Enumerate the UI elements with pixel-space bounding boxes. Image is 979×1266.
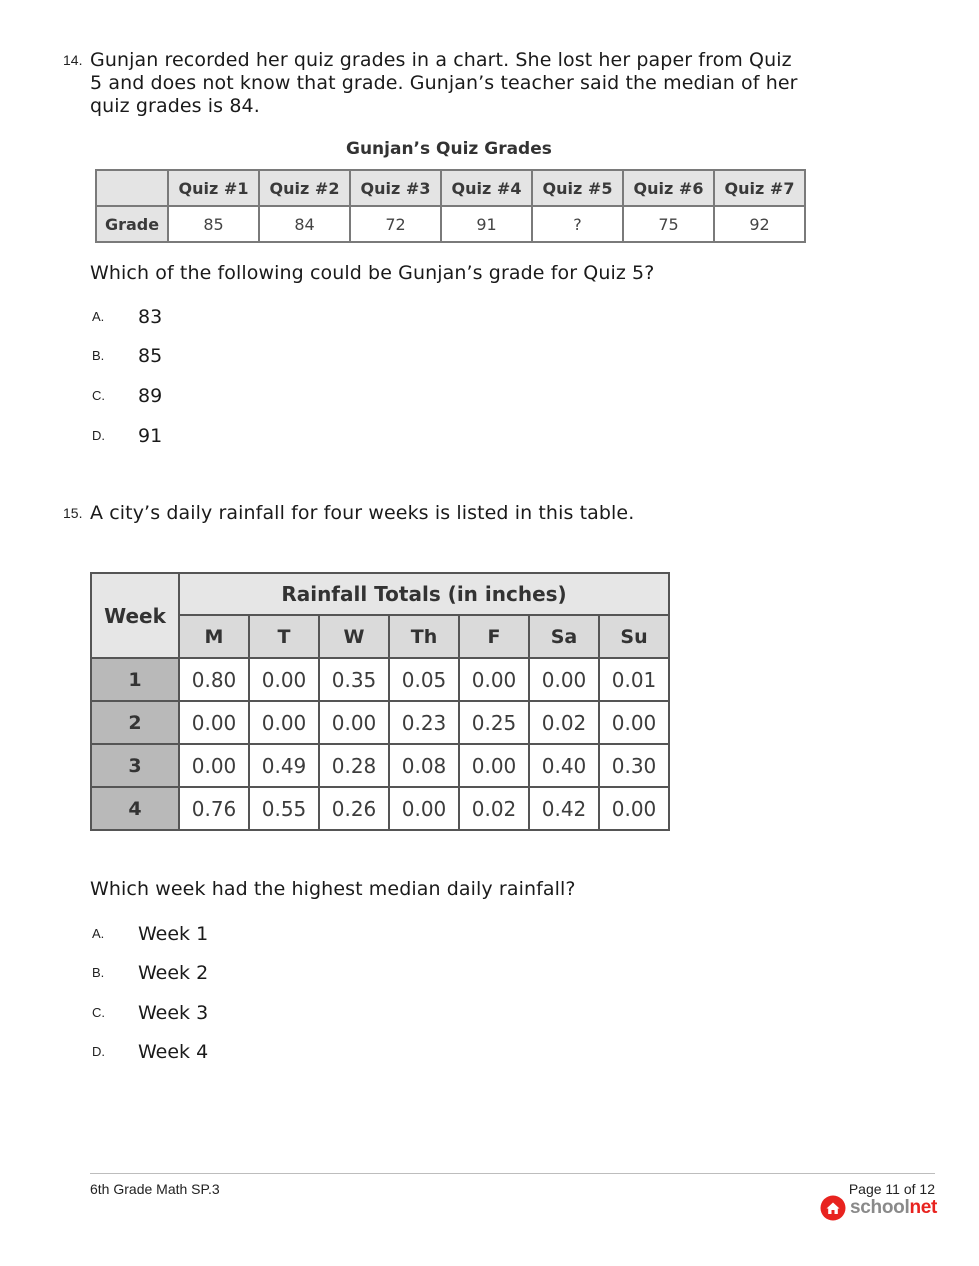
quiz-header-row — [96, 170, 805, 206]
rain-value-cell: 0.05 — [389, 658, 459, 701]
q15-choice-a[interactable]: Week 1 — [138, 923, 209, 945]
quiz-grade-cell: ? — [532, 206, 623, 242]
rain-day-header: F — [459, 615, 529, 658]
quiz-header-cell: Quiz #4 — [441, 170, 532, 206]
q15-choice-b[interactable]: Week 2 — [138, 962, 209, 984]
rain-value-cell: 0.30 — [599, 744, 669, 787]
quiz-header-cell: Quiz #5 — [532, 170, 623, 206]
rain-value-cell: 0.35 — [319, 658, 389, 701]
rain-value-cell: 0.00 — [179, 744, 249, 787]
rain-week-row — [91, 701, 669, 744]
rain-week-row — [91, 658, 669, 701]
footer-course-title: 6th Grade Math SP.3 — [90, 1181, 220, 1197]
rainfall-table — [90, 572, 670, 831]
question-14-prompt: Which of the following could be Gunjan’s grade for Quiz 5? — [90, 262, 655, 284]
q14-choice-b[interactable]: 85 — [138, 345, 163, 367]
q14-choice-c[interactable]: 89 — [138, 385, 163, 407]
rain-value-cell: 0.80 — [179, 658, 249, 701]
rain-value-cell: 0.01 — [599, 658, 669, 701]
quiz-grade-cell: 91 — [441, 206, 532, 242]
rain-day-header: W — [319, 615, 389, 658]
rain-day-header: M — [179, 615, 249, 658]
q14-choice-b-letter: B. — [92, 348, 105, 363]
rain-day-header: Su — [599, 615, 669, 658]
rain-value-cell: 0.55 — [249, 787, 319, 830]
quiz-grade-cell: 72 — [350, 206, 441, 242]
house-icon — [820, 1195, 846, 1221]
rain-value-cell: 0.00 — [529, 658, 599, 701]
q15-choice-d[interactable]: Week 4 — [138, 1041, 209, 1063]
rain-value-cell: 0.00 — [179, 701, 249, 744]
q14-choice-d-letter: D. — [92, 428, 105, 443]
schoolnet-logo — [820, 1195, 937, 1221]
question-14-line-1: Gunjan recorded her quiz grades in a chart. She lost her paper from Quiz — [90, 49, 792, 71]
q14-choice-d[interactable]: 91 — [138, 425, 163, 447]
rain-value-cell: 0.00 — [389, 787, 459, 830]
rain-value-cell: 0.02 — [459, 787, 529, 830]
rain-title-row — [91, 573, 669, 615]
quiz-header-cell: Quiz #2 — [259, 170, 350, 206]
rain-value-cell: 0.00 — [249, 658, 319, 701]
q15-choice-c[interactable]: Week 3 — [138, 1002, 209, 1024]
rain-day-header: T — [249, 615, 319, 658]
question-15-line-1: A city’s daily rainfall for four weeks is listed in this table. — [90, 502, 635, 524]
rain-week-label: 1 — [91, 658, 179, 701]
q14-choice-a-letter: A. — [92, 309, 105, 324]
rain-value-cell: 0.00 — [599, 701, 669, 744]
rain-value-cell: 0.28 — [319, 744, 389, 787]
rain-value-cell: 0.42 — [529, 787, 599, 830]
q14-choice-c-letter: C. — [92, 388, 105, 403]
rain-week-label: 3 — [91, 744, 179, 787]
rain-value-cell: 0.23 — [389, 701, 459, 744]
q15-choice-a-letter: A. — [92, 926, 105, 941]
rain-value-cell: 0.08 — [389, 744, 459, 787]
quiz-grade-cell: 75 — [623, 206, 714, 242]
logo-net-text: net — [909, 1197, 938, 1218]
rain-day-header: Sa — [529, 615, 599, 658]
rain-value-cell: 0.00 — [459, 658, 529, 701]
rain-value-cell: 0.49 — [249, 744, 319, 787]
question-14-number: 14. — [63, 52, 83, 68]
rain-value-cell: 0.26 — [319, 787, 389, 830]
footer-divider — [90, 1173, 935, 1174]
footer-page-number: Page 11 of 12 — [848, 1181, 935, 1197]
rain-week-header: Week — [91, 573, 179, 658]
quiz-grades-table — [95, 169, 806, 243]
quiz-grade-cell: 85 — [168, 206, 259, 242]
question-15-prompt: Which week had the highest median daily rainfall? — [90, 878, 576, 900]
rain-value-cell: 0.00 — [459, 744, 529, 787]
rain-value-cell: 0.25 — [459, 701, 529, 744]
logo-wordmark — [850, 1197, 937, 1219]
rain-week-row — [91, 787, 669, 830]
quiz-header-cell: Quiz #1 — [168, 170, 259, 206]
question-14-line-2: 5 and does not know that grade. Gunjan’s teacher said the median of her — [90, 72, 798, 94]
logo-school-text: school — [850, 1197, 910, 1218]
question-14-line-3: quiz grades is 84. — [90, 95, 260, 117]
quiz-corner-cell — [96, 170, 168, 206]
rain-value-cell: 0.02 — [529, 701, 599, 744]
quiz-row-label: Grade — [96, 206, 168, 242]
rain-value-cell: 0.40 — [529, 744, 599, 787]
quiz-header-cell: Quiz #3 — [350, 170, 441, 206]
rain-value-cell: 0.00 — [319, 701, 389, 744]
quiz-grade-row — [96, 206, 805, 242]
rain-day-header: Th — [389, 615, 459, 658]
quiz-header-cell: Quiz #6 — [623, 170, 714, 206]
quiz-header-cell: Quiz #7 — [714, 170, 805, 206]
q14-choice-a[interactable]: 83 — [138, 306, 163, 328]
q15-choice-c-letter: C. — [92, 1005, 105, 1020]
rain-value-cell: 0.76 — [179, 787, 249, 830]
quiz-grade-cell: 84 — [259, 206, 350, 242]
q15-choice-b-letter: B. — [92, 965, 105, 980]
q15-choice-d-letter: D. — [92, 1044, 105, 1059]
quiz-grade-cell: 92 — [714, 206, 805, 242]
quiz-table-title: Gunjan’s Quiz Grades — [346, 139, 552, 159]
rain-week-label: 2 — [91, 701, 179, 744]
question-15-number: 15. — [63, 505, 83, 521]
rain-value-cell: 0.00 — [599, 787, 669, 830]
rain-week-label: 4 — [91, 787, 179, 830]
rain-week-row — [91, 744, 669, 787]
rain-value-cell: 0.00 — [249, 701, 319, 744]
rain-table-title: Rainfall Totals (in inches) — [179, 573, 669, 615]
